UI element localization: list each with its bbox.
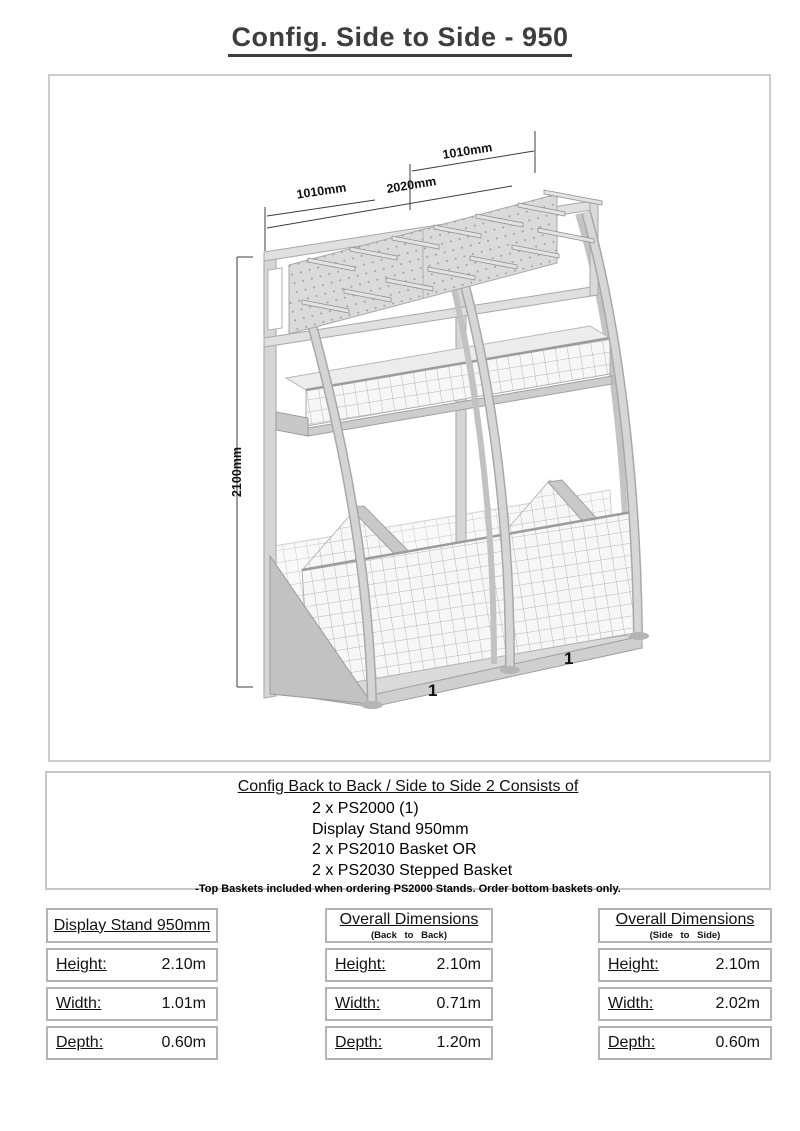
spec-row-label: Height: — [335, 956, 386, 973]
spec-row-height — [325, 948, 493, 982]
spec-row-label: Width: — [56, 995, 102, 1012]
dim-label-width-left: 1010mm — [295, 180, 348, 202]
dim-label-width-right: 1010mm — [441, 140, 494, 162]
spec-row-width — [598, 987, 772, 1021]
spec-table-subtitle: (Back to Back) — [371, 929, 447, 941]
spec-table-title: Display Stand 950mm — [53, 916, 211, 934]
spec-row-value: 1.01m — [161, 995, 206, 1012]
spec-row-value: 0.60m — [161, 1034, 206, 1051]
spec-row-label: Height: — [56, 956, 107, 973]
spec-row-depth — [325, 1026, 493, 1060]
spec-row-depth — [598, 1026, 772, 1060]
spec-row-value: 0.71m — [436, 995, 481, 1012]
consists-item: 2 x PS2010 Basket OR — [312, 841, 477, 858]
consists-note: -Top Baskets included when ordering PS2000 Stands. Order bottom baskets only. — [195, 883, 621, 895]
spec-row-label: Width: — [608, 995, 654, 1012]
spec-table-display-stand — [46, 908, 218, 1060]
spec-row-height — [598, 948, 772, 982]
spec-row-width — [46, 987, 218, 1021]
spec-row-value: 0.60m — [715, 1034, 760, 1051]
drawing-panel — [48, 74, 771, 762]
spec-table-side-to-side — [598, 908, 772, 1060]
spec-table-header — [325, 908, 493, 943]
dim-label-width-total: 2020mm — [385, 174, 438, 197]
spec-table-subtitle: (Side to Side) — [649, 929, 721, 941]
spec-table-title: Overall Dimensions — [615, 910, 755, 928]
page-title-wrap — [0, 22, 800, 57]
consists-item: Display Stand 950mm — [312, 820, 469, 838]
header-left-window — [268, 268, 282, 330]
stand-illustration — [50, 76, 769, 760]
spec-row-value: 2.02m — [715, 995, 760, 1012]
spec-row-height — [46, 948, 218, 982]
consists-items — [312, 799, 769, 881]
spec-table-header — [598, 908, 772, 943]
consists-heading: Config Back to Back / Side to Side 2 Consists of — [237, 778, 579, 795]
spec-row-width — [325, 987, 493, 1021]
mid-shelf-left-bracket — [276, 412, 308, 436]
callout-1-right: 1 — [564, 649, 574, 668]
spec-row-label: Depth: — [56, 1034, 104, 1051]
spec-row-value: 2.10m — [161, 956, 206, 973]
spec-row-value: 1.20m — [436, 1034, 481, 1051]
page-title: Config. Side to Side - 950 — [228, 22, 571, 57]
spec-table-title: Overall Dimensions — [339, 910, 479, 928]
callout-1-left: 1 — [428, 681, 438, 700]
width-dim-line-left — [267, 200, 375, 216]
spec-row-value: 2.10m — [436, 956, 481, 973]
spec-row-label: Height: — [608, 956, 659, 973]
spec-row-label: Width: — [335, 995, 381, 1012]
spec-table-header — [46, 908, 218, 943]
spec-row-depth — [46, 1026, 218, 1060]
spec-table-back-to-back — [325, 908, 493, 1060]
spec-row-label: Depth: — [335, 1034, 383, 1051]
dim-label-height: 2100mm — [230, 446, 244, 498]
consists-box — [45, 771, 771, 895]
spec-row-label: Depth: — [608, 1034, 656, 1051]
spec-row-value: 2.10m — [715, 956, 760, 973]
consists-item: 2 x PS2030 Stepped Basket — [312, 861, 513, 879]
consists-item: 2 x PS2000 (1) — [312, 800, 419, 817]
